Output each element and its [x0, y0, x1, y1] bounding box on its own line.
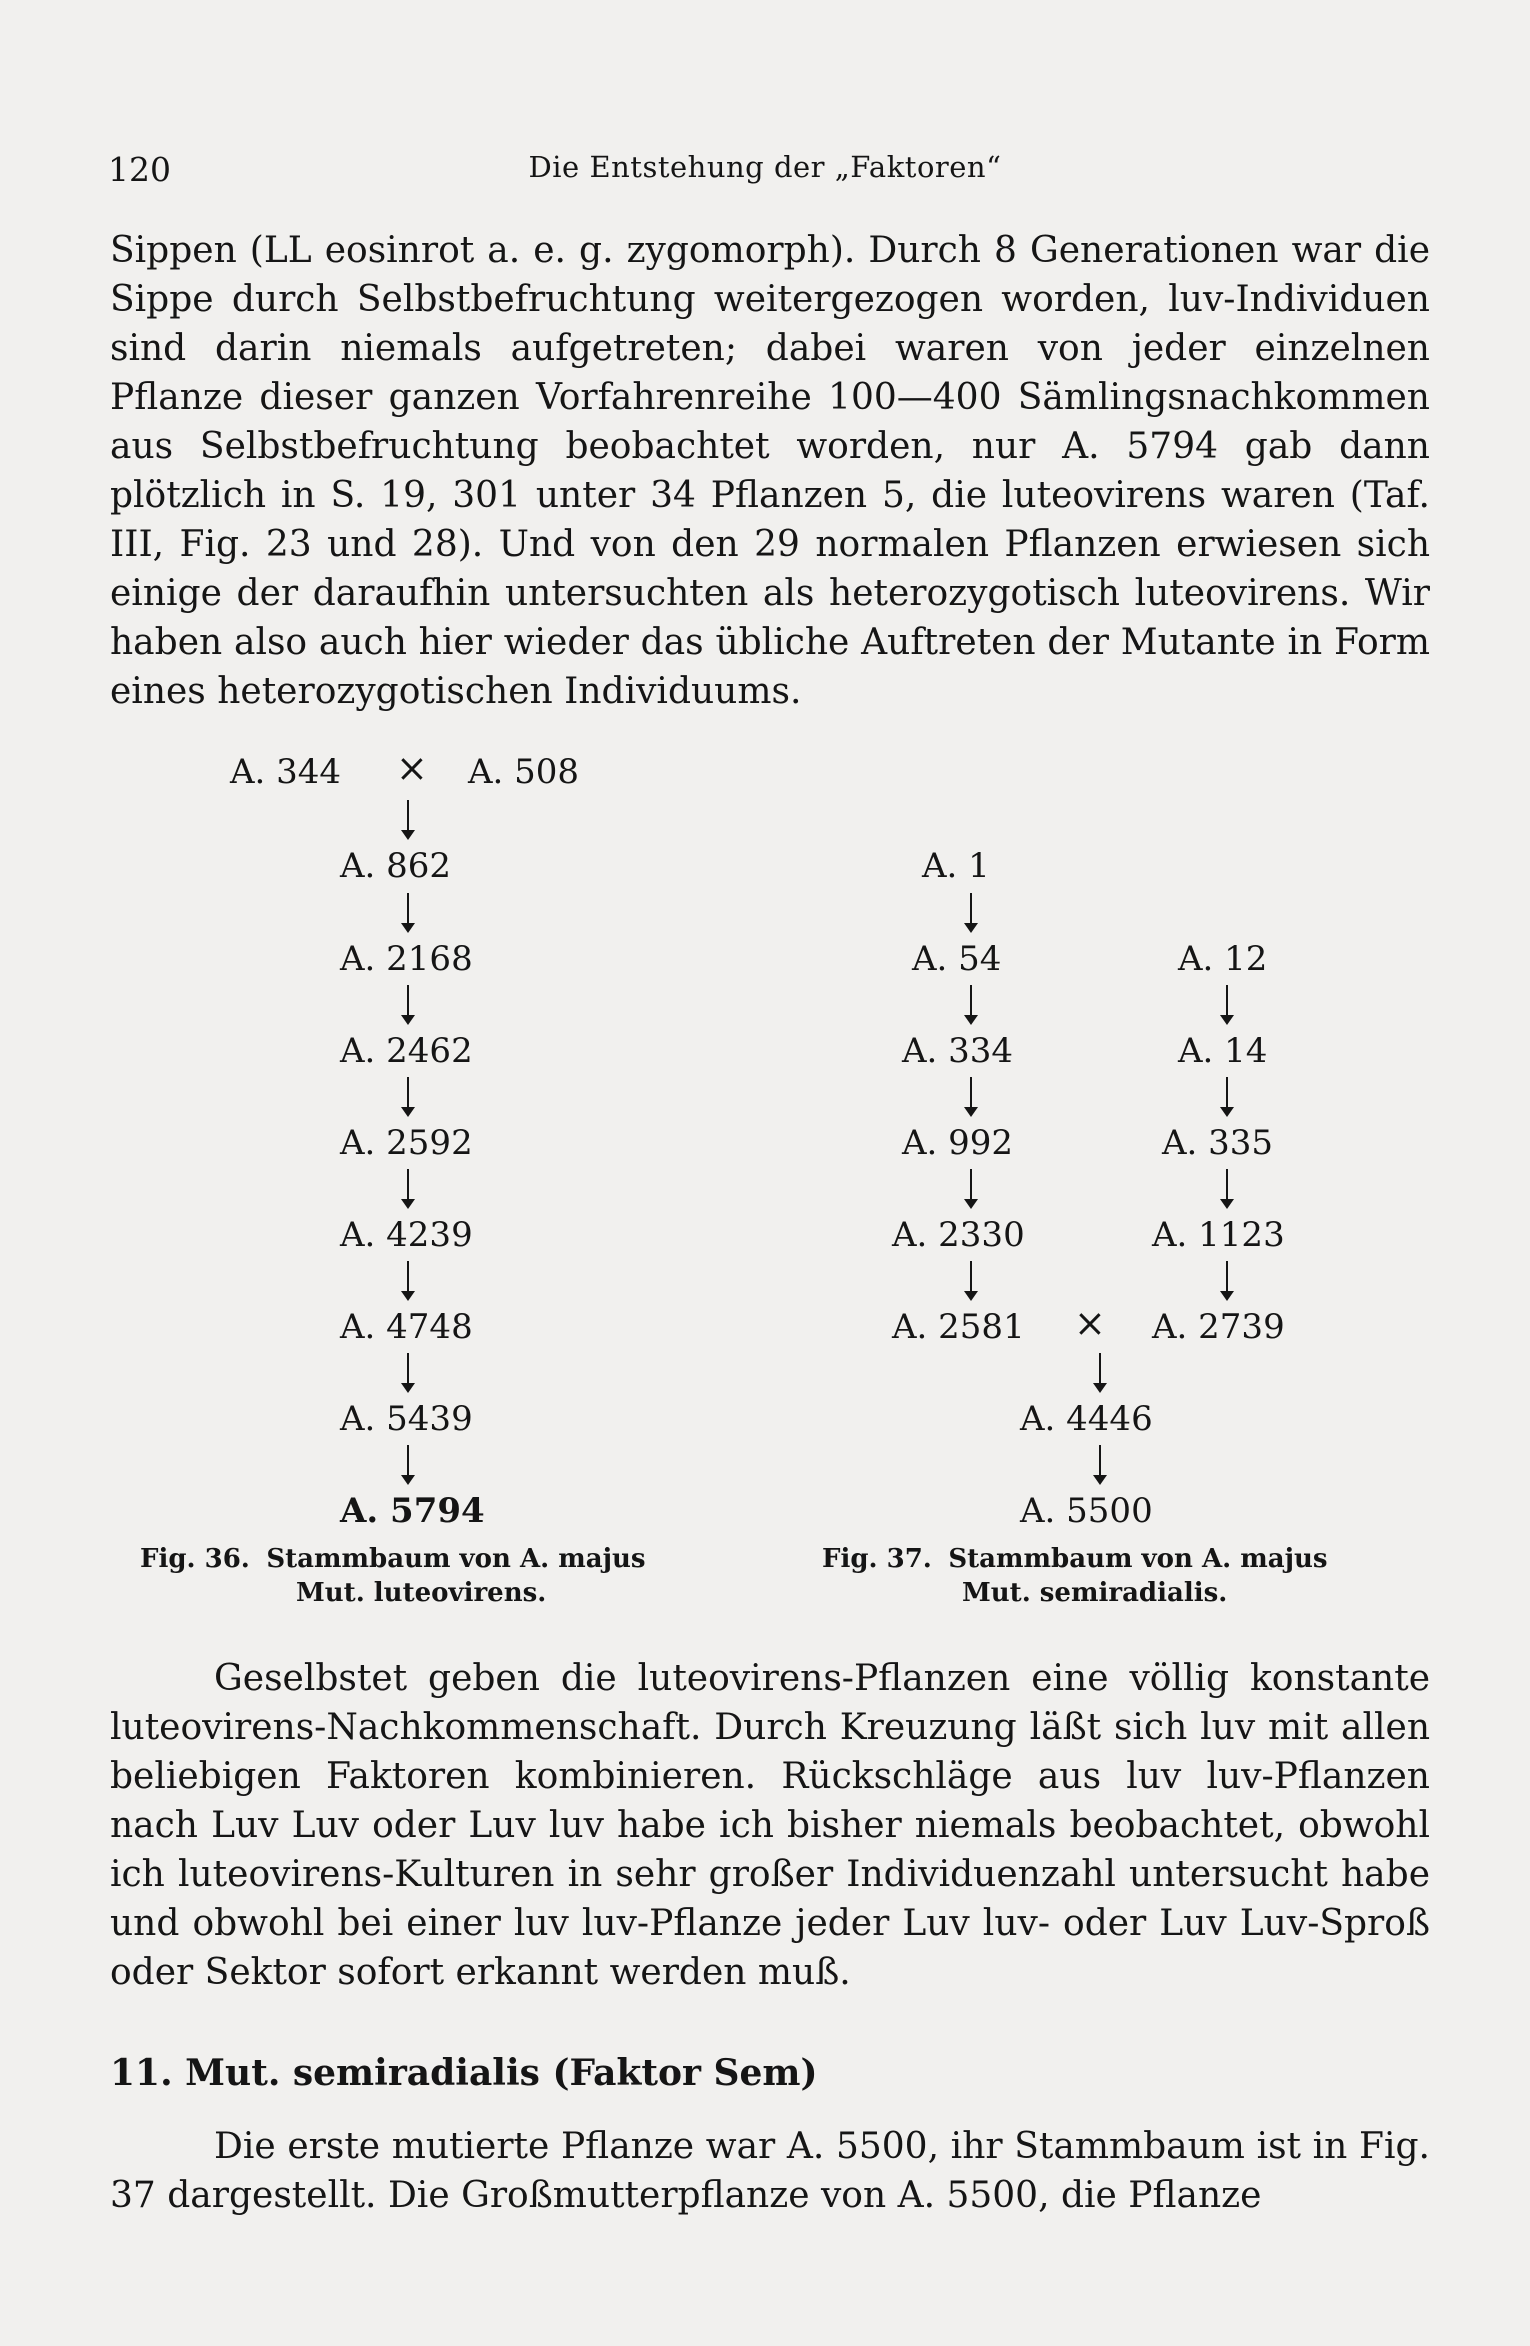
fig37-left-node: A. 992	[902, 1123, 1014, 1163]
paragraph-2	[110, 1654, 1430, 1997]
fig36-arrow	[401, 800, 415, 840]
fig36-chain-node: A. 2592	[340, 1123, 473, 1163]
fig36-chain-node: A. 2462	[340, 1031, 473, 1071]
paragraph-3	[110, 2122, 1430, 2220]
fig36-arrow	[401, 1353, 415, 1393]
fig36-caption-text: Stammbaum von A. majus	[266, 1544, 646, 1574]
fig36-parent-left: A. 344	[230, 752, 342, 792]
fig37-offspring-node: A. 4446	[1020, 1399, 1153, 1439]
fig36-arrow	[401, 893, 415, 933]
paragraph-1-text: Sippen (LL eosinrot a. e. g. zygomorph). Durch 8 Generationen war die Sippe durch Selbstbefruchtung weitergezogen worden, luv-Individuen sind darin niemals aufgetreten; dabei waren von jeder einzelnen Pflanze dieser ganzen Vorfahrenreihe 100—400 Sämlingsnachkommen aus Selbstbefruchtung beobachtet worden, nur A. 5794 gab dann plötzlich in S. 19, 301 unter 34 Pflanzen 5, die luteovirens waren (Taf. III, Fig. 23 und 28). Und von den 29 normalen Pflanzen erwiesen sich einige der daraufhin untersuchten als heterozygotisch luteovirens. Wir haben also auch hier wieder das übliche Auftreten der Mutante in Form eines heterozygotischen Individuums.	[110, 230, 1430, 712]
fig37-arrow	[964, 1261, 978, 1301]
fig37-arrow	[1220, 985, 1234, 1025]
fig37-arrow	[1093, 1353, 1107, 1393]
fig37-left-node: A. 2330	[892, 1215, 1025, 1255]
fig37-arrow	[964, 1169, 978, 1209]
fig37-arrow	[1220, 1261, 1234, 1301]
fig37-arrow	[964, 985, 978, 1025]
fig36-mutant-node: A. 5794	[340, 1491, 485, 1531]
fig36-caption-line2: Mut. luteovirens.	[296, 1578, 547, 1608]
fig37-left-node: A. 334	[902, 1031, 1014, 1071]
fig37-right-node: A. 335	[1162, 1123, 1274, 1163]
fig36-arrow	[401, 1261, 415, 1301]
fig36-caption-label: Fig. 36.	[140, 1544, 250, 1574]
section-heading: 11. Mut. semiradialis (Faktor Sem)	[110, 2052, 818, 2094]
running-title: Die Entstehung der „Faktoren“	[528, 150, 1002, 184]
paragraph-1	[110, 226, 1430, 716]
page-header	[108, 150, 1422, 190]
fig36-chain-node: A. 4748	[340, 1307, 473, 1347]
paragraph-3-text: Die erste mutierte Pflanze war A. 5500, ihr Stammbaum ist in Fig. 37 dargestellt. Die Großmutterpflanze von A. 5500, die Pflanze	[110, 2126, 1430, 2216]
fig37-caption-line2: Mut. semiradialis.	[962, 1578, 1228, 1608]
fig37-left-node: A. 1	[922, 846, 990, 886]
fig37-arrow	[1093, 1445, 1107, 1485]
fig37-cross-symbol: ×	[1074, 1301, 1106, 1345]
fig37-right-node: A. 14	[1178, 1031, 1268, 1071]
fig36-parent-right: A. 508	[468, 752, 580, 792]
fig37-right-node: A. 12	[1178, 939, 1268, 979]
fig36-arrow	[401, 1077, 415, 1117]
fig36-chain-node: A. 4239	[340, 1215, 473, 1255]
fig37-caption-label: Fig. 37.	[822, 1544, 932, 1574]
fig37-left-node: A. 54	[912, 939, 1002, 979]
fig36-chain-node: A. 2168	[340, 939, 473, 979]
fig36-caption	[140, 1542, 646, 1610]
fig36-chain-node: A. 862	[340, 846, 452, 886]
fig37-caption	[822, 1542, 1328, 1610]
fig36-arrow	[401, 985, 415, 1025]
page-number: 120	[108, 150, 171, 189]
fig36-chain-node: A. 5439	[340, 1399, 473, 1439]
fig37-arrow	[1220, 1077, 1234, 1117]
fig37-arrow	[964, 893, 978, 933]
fig37-right-node: A. 2739	[1152, 1307, 1285, 1347]
fig37-arrow	[964, 1077, 978, 1117]
fig36-arrow	[401, 1445, 415, 1485]
fig37-mutant-node: A. 5500	[1020, 1491, 1153, 1531]
fig37-left-node: A. 2581	[892, 1307, 1025, 1347]
fig36-arrow	[401, 1169, 415, 1209]
fig36-cross-symbol: ×	[396, 746, 428, 790]
fig37-right-node: A. 1123	[1152, 1215, 1285, 1255]
fig37-caption-text: Stammbaum von A. majus	[948, 1544, 1328, 1574]
fig37-arrow	[1220, 1169, 1234, 1209]
paragraph-2-text: Geselbstet geben die luteovirens-Pflanzen eine völlig konstante luteovirens-Nachkommenschaft. Durch Kreuzung läßt sich luv mit allen beliebigen Faktoren kombinieren. Rückschläge aus luv luv-Pflanzen nach Luv Luv oder Luv luv habe ich bisher niemals beobachtet, obwohl ich luteovirens-Kulturen in sehr großer Individuenzahl untersucht habe und obwohl bei einer luv luv-Pflanze jeder Luv luv- oder Luv Luv-Sproß oder Sektor sofort erkannt werden muß.	[110, 1658, 1430, 1993]
